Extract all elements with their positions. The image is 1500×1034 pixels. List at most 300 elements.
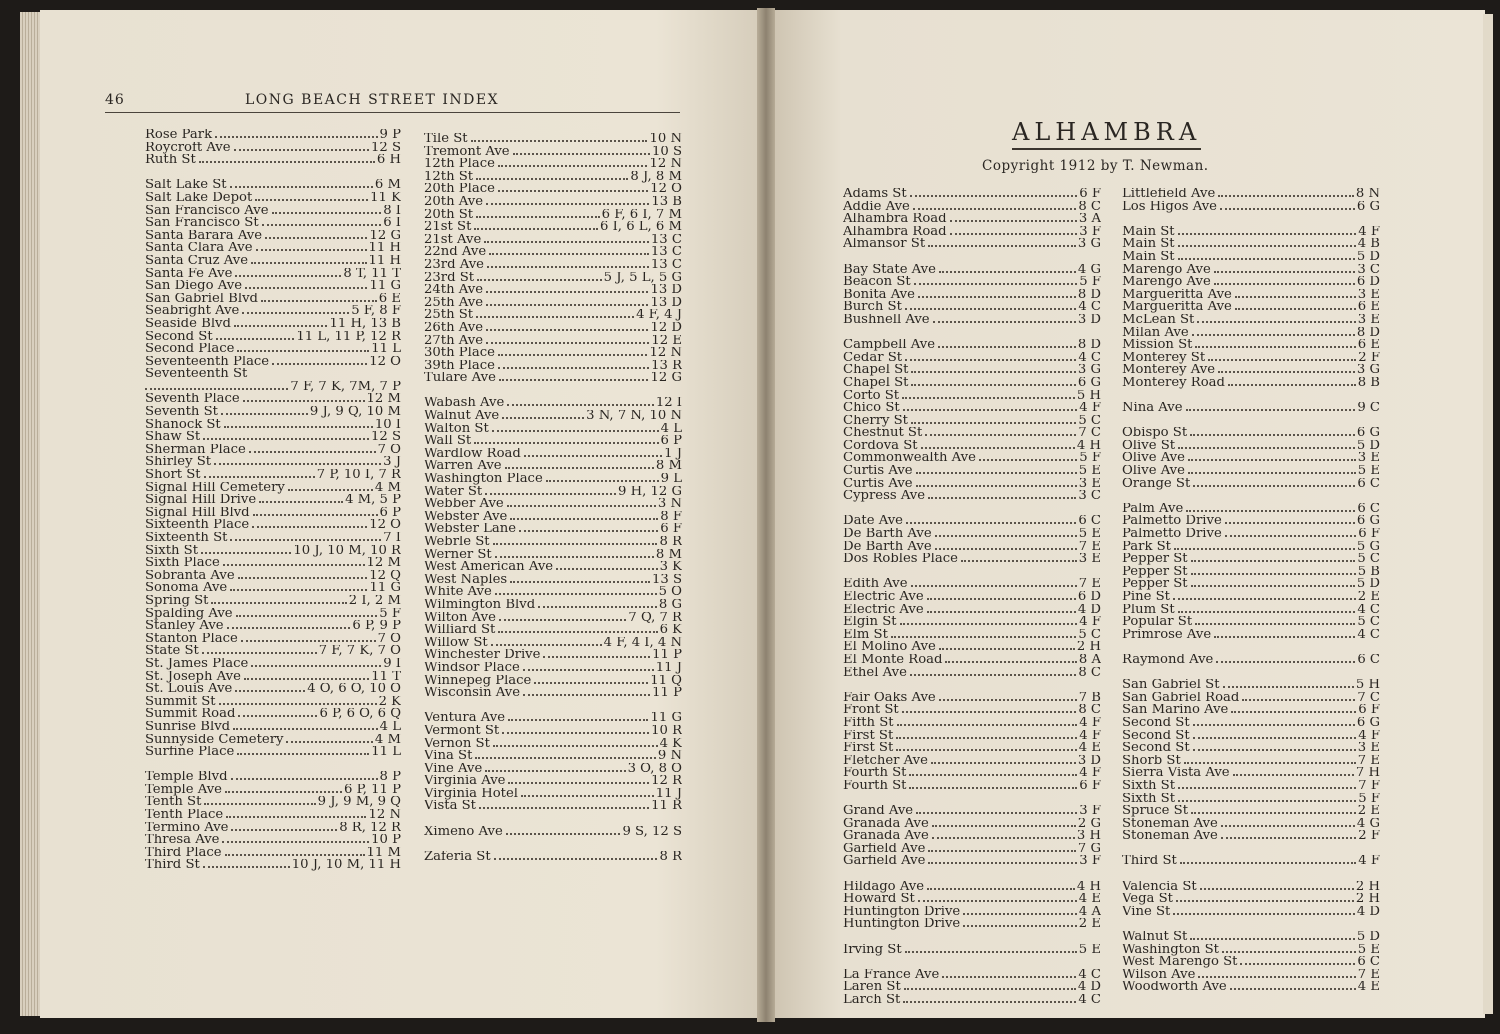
index-entry (145, 280, 401, 293)
index-entry (843, 855, 1101, 868)
grid-reference: 9 L (660, 473, 682, 486)
index-entry (145, 217, 401, 230)
street-name: Signal Hill Blvd (145, 506, 250, 520)
index-entry (843, 969, 1101, 982)
dot-leader (913, 208, 1076, 210)
dot-leader (524, 455, 662, 457)
dot-leader (1178, 245, 1356, 247)
grid-reference: 5 B (1357, 565, 1380, 579)
grid-reference: 3 E (1357, 313, 1380, 327)
index-entry (843, 301, 1101, 314)
grid-reference: 11 G (650, 712, 682, 725)
index-entry (424, 435, 682, 448)
index-entry (843, 440, 1101, 453)
index-entry (843, 981, 1101, 994)
street-name: St. Joseph Ave (145, 670, 241, 684)
grid-reference: 4 E (1357, 981, 1380, 994)
grid-reference: 2 H (1076, 641, 1101, 654)
dot-leader (916, 485, 1077, 487)
dot-leader (493, 745, 658, 747)
grid-reference: 13 D (650, 284, 682, 297)
street-name: Marengo Ave (1122, 276, 1211, 289)
dot-leader (219, 703, 377, 705)
grid-reference: 8 D (1356, 326, 1380, 340)
grid-reference: 1 J (664, 447, 682, 461)
dot-leader (1230, 988, 1356, 990)
index-entry (843, 742, 1101, 755)
street-name: Irving St (843, 943, 902, 957)
right-page-edge (1483, 14, 1493, 1014)
dot-leader (556, 568, 657, 570)
grid-reference: 4 C (1357, 628, 1380, 642)
grid-reference: 4 M (374, 481, 401, 495)
grid-reference: 8 C (1078, 666, 1101, 680)
index-entry (145, 532, 401, 545)
street-name: Granada Ave (843, 817, 929, 831)
section-gap (1122, 843, 1380, 856)
dot-leader (235, 690, 305, 692)
grid-reference: 3 N (657, 498, 682, 511)
index-entry (145, 746, 401, 759)
street-name: Howard St (843, 893, 915, 906)
dot-leader (477, 279, 602, 281)
grid-reference: 6 G (1356, 515, 1380, 529)
index-entry (424, 800, 682, 813)
street-name: Ximeno Ave (424, 825, 503, 839)
dot-leader (243, 400, 365, 402)
grid-reference: 5 C (1357, 553, 1380, 566)
street-name: Granada Ave (843, 830, 929, 843)
dot-leader (909, 787, 1077, 789)
index-entry (424, 309, 682, 322)
street-name: Mission St (1122, 339, 1193, 352)
index-entry (145, 671, 401, 684)
dot-leader (145, 388, 288, 390)
dot-leader (214, 463, 381, 465)
section-gap (424, 838, 682, 851)
street-name: Main St (1122, 238, 1175, 251)
grid-reference: 4 F, 4 I, 4 N (603, 636, 682, 650)
dot-leader (1193, 749, 1356, 751)
index-entry (145, 582, 401, 595)
street-name: Huntington Drive (843, 905, 961, 919)
street-name: San Diego Ave (145, 280, 242, 293)
index-entry (1122, 616, 1380, 629)
index-entry (1122, 238, 1380, 251)
dot-leader (498, 631, 657, 633)
dot-leader (927, 611, 1076, 613)
grid-reference: 12 E (651, 334, 682, 348)
index-entry (145, 293, 401, 306)
index-entry (1122, 553, 1380, 566)
index-entry (145, 847, 401, 860)
index-entry (1122, 541, 1380, 554)
dot-leader (510, 518, 658, 520)
dot-leader (916, 812, 1077, 814)
index-entry (1122, 881, 1380, 894)
dot-leader (928, 862, 1077, 864)
section-gap (1122, 213, 1380, 226)
grid-reference: 9 J, 9 Q, 10 M (309, 406, 401, 419)
index-entry (843, 717, 1101, 730)
dot-leader (476, 178, 628, 180)
grid-reference: 13 C (650, 246, 682, 259)
index-entry (1122, 276, 1380, 289)
grid-reference: 8 P (379, 771, 401, 784)
grid-reference: 5 E (1078, 528, 1101, 541)
grid-reference: 4 E (1078, 742, 1101, 755)
street-name: Windsor Place (424, 661, 520, 675)
index-entry (145, 469, 401, 482)
dot-leader (1186, 510, 1355, 512)
grid-reference: 8 D (1077, 288, 1101, 302)
street-name: San Gabriel Road (1122, 691, 1240, 705)
street-name: Short St (145, 469, 201, 482)
street-name: Rose Park (145, 129, 213, 142)
index-entry (843, 591, 1101, 604)
book-gutter (757, 8, 775, 1022)
street-name: Margueritta Ave (1122, 288, 1232, 302)
index-entry (424, 687, 682, 700)
grid-reference: 13 R (651, 359, 682, 373)
grid-reference: 5 F (379, 607, 401, 621)
grid-reference: 5 E (1357, 943, 1380, 957)
street-name: 30th Place (424, 347, 495, 360)
dot-leader (911, 384, 1075, 386)
grid-reference: 6 I (383, 217, 401, 230)
grid-reference: 3 G (1077, 238, 1101, 251)
grid-reference: 3 G (1077, 364, 1101, 377)
street-name: 23rd St (424, 271, 475, 285)
index-entry (145, 154, 401, 167)
dot-leader (523, 694, 650, 696)
grid-reference: 4 L (660, 422, 682, 436)
grid-reference: 3 K (659, 561, 682, 574)
grid-reference: 12 O (369, 519, 401, 532)
dot-leader (891, 636, 1076, 638)
dot-leader (1242, 699, 1355, 701)
dot-leader (237, 350, 369, 352)
street-name: Edith Ave (843, 578, 908, 591)
street-name: Stoneman Ave (1122, 830, 1218, 843)
grid-reference: 7 O (377, 632, 401, 646)
dot-leader (1174, 548, 1355, 550)
index-entry (424, 561, 682, 574)
index-entry (1122, 906, 1380, 919)
dot-leader (230, 589, 367, 591)
dot-leader (979, 459, 1077, 461)
dot-leader (1191, 560, 1356, 562)
street-name: Roycroft Ave (145, 141, 231, 155)
index-entry (1122, 289, 1380, 302)
grid-reference: 4 L (379, 720, 401, 734)
grid-reference: 6 C (1357, 502, 1380, 516)
street-name: Tenth St (145, 796, 202, 810)
grid-reference: 7 I (383, 532, 401, 545)
index-entry (424, 662, 682, 675)
index-entry (1122, 515, 1380, 528)
street-name: Sixth St (1122, 779, 1176, 793)
grid-reference: 6 P (379, 506, 401, 520)
street-name: Fair Oaks Ave (843, 691, 936, 705)
index-entry (424, 637, 682, 650)
grid-reference: 4 F, 4 J (636, 309, 682, 322)
grid-reference: 6 M (374, 179, 401, 192)
dot-leader (234, 325, 328, 327)
dot-leader (507, 505, 656, 507)
dot-leader (1197, 321, 1355, 323)
grid-reference: 11 T (371, 670, 401, 684)
index-entry (1122, 339, 1380, 352)
dot-leader (1180, 862, 1356, 864)
grid-reference: 10 J, 10 M, 11 H (291, 859, 401, 873)
dot-leader (916, 472, 1077, 474)
grid-reference: 6 P (660, 435, 682, 448)
street-name: Orange St (1122, 477, 1191, 491)
street-name: Santa Cruz Ave (145, 254, 249, 268)
dot-leader (486, 329, 648, 331)
grid-reference: 4 C (1357, 603, 1380, 617)
dot-leader (921, 447, 1075, 449)
index-entry (145, 205, 401, 218)
index-entry (1122, 251, 1380, 264)
dot-leader (939, 271, 1076, 273)
grid-reference: 6 F (1358, 704, 1380, 717)
index-entry (1122, 956, 1380, 969)
index-entry (1122, 478, 1380, 491)
index-entry (1122, 377, 1380, 390)
grid-reference: 13 B (651, 195, 682, 209)
index-entry (1122, 188, 1380, 201)
street-name: Signal Hill Cemetery (145, 481, 285, 495)
street-name: Elgin St (843, 616, 897, 629)
section-gap (843, 679, 1101, 692)
grid-reference: 11 L (371, 746, 401, 759)
dot-leader (1225, 535, 1357, 537)
grid-reference: 9 H, 12 G (618, 485, 682, 499)
section-gap (843, 566, 1101, 579)
street-name: 25th St (424, 309, 474, 322)
index-entry (843, 944, 1101, 957)
street-name: West American Ave (424, 561, 554, 574)
grid-reference: 7 E (1357, 754, 1380, 768)
dot-leader (237, 753, 369, 755)
index-entry (145, 683, 401, 696)
street-name: Sunnyside Cemetery (145, 733, 284, 747)
street-name: Commonwealth Ave (843, 452, 976, 466)
index-entry (843, 427, 1101, 440)
grid-reference: 6 G (1356, 716, 1380, 730)
grid-reference: 3 E (1357, 742, 1380, 755)
street-name: Temple Ave (145, 783, 222, 797)
dot-leader (221, 413, 308, 415)
dot-leader (238, 715, 317, 717)
dot-leader (931, 762, 1076, 764)
dot-leader (961, 560, 1077, 562)
dot-leader (498, 190, 648, 192)
index-entry (843, 201, 1101, 214)
dot-leader (498, 354, 648, 356)
grid-reference: 6 D (1077, 591, 1101, 604)
index-entry (145, 129, 401, 142)
index-entry (424, 335, 682, 348)
dot-leader (261, 300, 377, 302)
dot-leader (1214, 271, 1356, 273)
street-name: Sixteenth St (145, 532, 228, 545)
dot-leader (265, 237, 367, 239)
dot-leader (1195, 623, 1355, 625)
grid-reference: 3 A (1078, 213, 1101, 226)
street-name: Vine St (1122, 905, 1171, 919)
grid-reference: 7 E (1078, 540, 1101, 554)
street-name: McLean St (1122, 313, 1195, 327)
index-entry (843, 478, 1101, 491)
street-name: Palm Ave (1122, 502, 1184, 516)
index-entry (424, 158, 682, 171)
dot-leader (911, 422, 1076, 424)
street-name: Water St (424, 485, 483, 499)
dot-leader (474, 442, 658, 444)
grid-reference: 11 G (369, 280, 401, 293)
street-name: Wilson Ave (1122, 968, 1196, 982)
dot-leader (204, 803, 315, 805)
index-entry (1122, 855, 1380, 868)
grid-reference: 2 H (1355, 880, 1380, 894)
section-gap (1122, 918, 1380, 931)
dot-leader (896, 737, 1077, 739)
grid-reference: 12 O (650, 183, 682, 196)
street-name: San Francisco Ave (145, 204, 269, 218)
dot-leader (495, 556, 654, 558)
index-entry (424, 372, 682, 385)
grid-reference: 12 Q (369, 569, 401, 583)
street-name: Pepper St (1122, 578, 1188, 591)
dot-leader (491, 644, 602, 646)
grid-reference: 5 C (1078, 414, 1101, 428)
index-entry (1122, 327, 1380, 340)
street-name: Sixteenth Place (145, 519, 250, 532)
dot-leader (1191, 573, 1356, 575)
dot-leader (203, 438, 369, 440)
grid-reference: 6 P, 9 P (352, 620, 401, 633)
city-title: ALHAMBRA (1012, 118, 1201, 150)
section-gap (843, 931, 1101, 944)
grid-reference: 4 C (1078, 351, 1101, 365)
grid-reference: 6 E (1357, 301, 1380, 314)
index-entry (1122, 201, 1380, 214)
index-entry (1122, 780, 1380, 793)
dot-leader (910, 674, 1076, 676)
grid-reference: 3 E (1078, 477, 1101, 491)
index-entry (145, 645, 401, 658)
index-entry (145, 595, 401, 608)
street-name: Seventeenth Place (145, 355, 270, 369)
grid-reference: 7 B (1078, 691, 1101, 705)
index-entry (424, 397, 682, 410)
dot-leader (909, 774, 1077, 776)
street-name: Santa Clara Ave (145, 242, 253, 255)
dot-leader (486, 203, 649, 205)
grid-reference: 12 S (370, 141, 401, 155)
dot-leader (476, 216, 600, 218)
grid-reference: 4 M, 5 P (345, 494, 401, 507)
dot-leader (902, 397, 1075, 399)
dot-leader (1193, 485, 1355, 487)
grid-reference: 4 F (1079, 402, 1101, 415)
grid-reference: 10 N (649, 133, 682, 146)
dot-leader (523, 669, 654, 671)
street-name: Fifth St (843, 716, 894, 730)
index-entry (145, 834, 401, 847)
index-entry (424, 549, 682, 562)
grid-reference: 6 C (1357, 956, 1380, 969)
street-name: Wilmington Blvd (424, 598, 536, 612)
index-entry (843, 767, 1101, 780)
grid-reference: 6 F (1079, 779, 1101, 793)
street-name: Obispo St (1122, 427, 1188, 440)
dot-leader (498, 165, 648, 167)
index-entry (145, 519, 401, 532)
index-entry (424, 410, 682, 423)
grid-reference: 9 C (1357, 402, 1380, 415)
street-name: Bushnell Ave (843, 313, 930, 327)
index-entry (424, 347, 682, 360)
dot-leader (201, 552, 291, 554)
grid-reference: 7 H (1355, 767, 1380, 780)
dot-leader (1173, 913, 1355, 915)
index-entry (424, 750, 682, 763)
grid-reference: 2 F (1358, 830, 1380, 843)
dot-leader (1184, 762, 1356, 764)
street-name: Ventura Ave (424, 712, 506, 725)
dot-leader (1190, 434, 1355, 436)
grid-reference: 5 G (1356, 540, 1380, 554)
street-name: First St (843, 742, 894, 755)
street-name: Willow St (424, 636, 488, 650)
grid-reference: 6 E (378, 292, 401, 306)
dot-leader (494, 858, 658, 860)
street-name: Marengo Ave (1122, 263, 1211, 277)
dot-leader (935, 548, 1077, 550)
grid-reference: 11 L, 11 P, 12 R (296, 330, 401, 344)
dot-leader (244, 678, 369, 680)
dot-leader (225, 854, 365, 856)
section-gap (843, 793, 1101, 806)
index-entry (424, 133, 682, 146)
dot-leader (262, 224, 382, 226)
grid-reference: 6 F (1079, 188, 1101, 201)
street-name: West Marengo St (1122, 956, 1238, 969)
dot-leader (534, 682, 648, 684)
street-name: Second St (1122, 742, 1190, 755)
index-entry (424, 826, 682, 839)
grid-reference: 4 F (1358, 855, 1380, 869)
street-name: Chapel St (843, 376, 909, 390)
street-name: Shaw St (145, 431, 201, 444)
street-name: Los Higos Ave (1122, 200, 1217, 214)
street-name: Seventeenth St (145, 368, 248, 381)
dot-leader (493, 543, 658, 545)
index-entry (145, 784, 401, 797)
street-name: Third St (1122, 855, 1177, 869)
grid-reference: 5 O (658, 586, 682, 599)
section-gap (1122, 868, 1380, 881)
grid-reference: 6 F, 6 I, 7 M (601, 208, 682, 222)
grid-reference: 11 J (655, 661, 682, 675)
grid-reference: 9 J, 9 M, 9 Q (317, 796, 401, 810)
index-entry (843, 578, 1101, 591)
index-entry (843, 452, 1101, 465)
